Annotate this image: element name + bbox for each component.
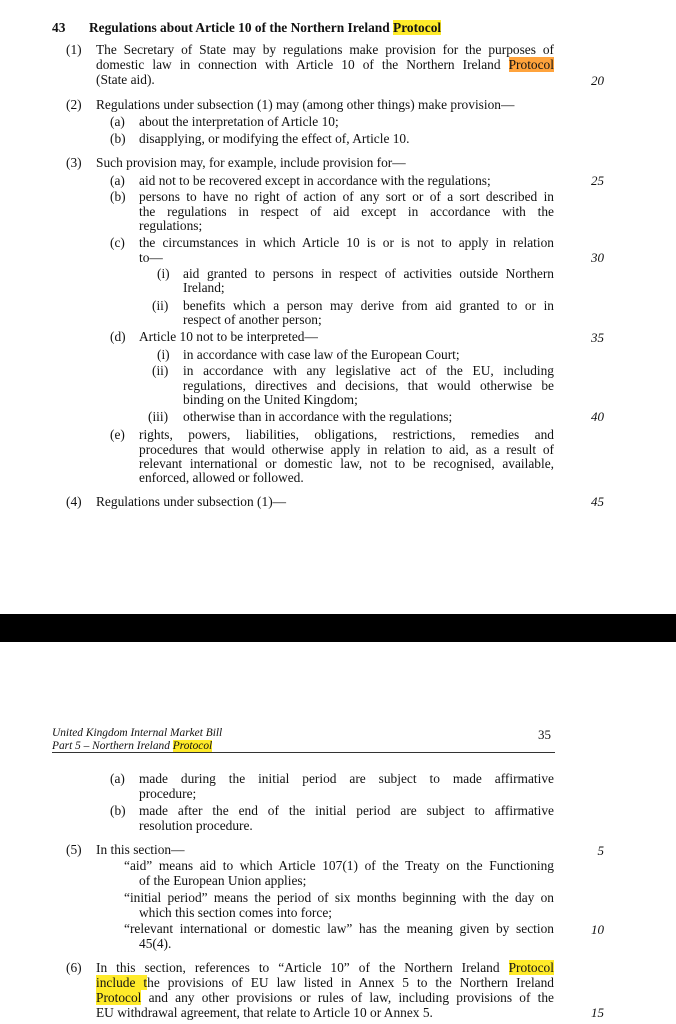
paragraph-text: made after the end of the initial period are subject to affirmative (139, 803, 554, 818)
subsection-6-text: he provisions of EU law listed in Annex 5 to the Northern Ireland (147, 975, 555, 990)
subsection-6-line (96, 990, 554, 1006)
subparagraph-text: in accordance with case law of the European Court; (183, 347, 460, 362)
subsection-6-line (96, 960, 554, 976)
page-separator-bar (0, 614, 676, 642)
subparagraph-number: (i) (157, 266, 170, 281)
paragraph-text: relevant international or domestic law, not to be recognised, available, (139, 456, 554, 471)
subsection-number: (3) (66, 155, 82, 170)
highlight-protocol: Protocol (508, 960, 554, 975)
subparagraph-text: regulations, directives and decisions, that would otherwise be (183, 378, 554, 393)
paragraph-text: the circumstances in which Article 10 is or is not to apply in relation (139, 235, 554, 250)
paragraph-text: Article 10 not to be interpreted— (139, 329, 318, 344)
subsection-number: (6) (66, 960, 82, 975)
subparagraph-number: (i) (157, 347, 170, 362)
subparagraph-number: (ii) (152, 363, 169, 378)
subsection-6-line (96, 975, 554, 991)
paragraph-text: regulations; (139, 218, 203, 233)
subparagraph-text: benefits which a person may derive from aid granted to or in (183, 298, 554, 313)
paragraph-text: resolution procedure. (139, 818, 253, 833)
subsection-1-text: domestic law in connection with Article 10 of the Northern Ireland (96, 57, 501, 72)
paragraph-text: the regulations in respect of aid except in accordance with the (139, 204, 554, 219)
paragraph-number: (a) (110, 114, 125, 129)
subsection-number: (1) (66, 42, 82, 57)
definition-text: of the European Union applies; (139, 873, 307, 888)
line-number: 5 (597, 843, 604, 858)
paragraph-text: procedure; (139, 786, 197, 801)
subparagraph-text: in accordance with any legislative act of the EU, including (183, 363, 554, 378)
running-header-bill: United Kingdom Internal Market Bill (52, 727, 223, 739)
definition-text: “aid” means aid to which Article 107(1) of the Treaty on the Functioning (124, 858, 554, 873)
line-number: 15 (591, 1005, 604, 1020)
line-number: 25 (591, 173, 604, 188)
subsection-6-text: In this section, references to “Article 10” of the Northern Ireland (96, 960, 500, 975)
definition-text: “initial period” means the period of six months beginning with the day on (124, 890, 554, 905)
line-number: 40 (591, 409, 604, 424)
running-header-part-text: Part 5 – Northern Ireland (52, 740, 173, 752)
subsection-5-text: In this section— (96, 842, 185, 857)
paragraph-text: persons to have no right of action of any sort or of a sort described in (139, 189, 554, 204)
subparagraph-text: binding on the United Kingdom; (183, 392, 358, 407)
line-number: 10 (591, 922, 604, 937)
paragraph-number: (c) (110, 235, 125, 250)
subsection-1-line: (State aid). (96, 72, 155, 87)
highlight-protocol: Protocol (172, 740, 213, 752)
definition-text: 45(4). (139, 936, 172, 951)
subsection-4-text: Regulations under subsection (1)— (96, 494, 287, 509)
subsection-1-line: The Secretary of State may by regulations make provision for the purposes of (96, 42, 554, 57)
subsection-2-text: Regulations under subsection (1) may (among other things) make provision— (96, 97, 515, 112)
paragraph-text: rights, powers, liabilities, obligations, restrictions, remedies and (139, 427, 554, 442)
page-number: 35 (538, 727, 551, 742)
subparagraph-text: otherwise than in accordance with the regulations; (183, 409, 453, 424)
subparagraph-number: (iii) (148, 409, 169, 424)
line-number: 35 (591, 330, 604, 345)
paragraph-number: (a) (110, 173, 125, 188)
paragraph-text: aid not to be recovered except in accordance with the regulations; (139, 173, 491, 188)
subsection-number: (2) (66, 97, 82, 112)
subsection-number: (5) (66, 842, 82, 857)
highlight-protocol: Protocol (508, 57, 554, 72)
paragraph-number: (e) (110, 427, 125, 442)
paragraph-number: (d) (110, 329, 126, 344)
subsection-1-line (96, 57, 554, 73)
line-number: 45 (591, 494, 604, 509)
subparagraph-number: (ii) (152, 298, 169, 313)
header-rule (52, 752, 555, 753)
subsection-6-text: and any other provisions or rules of law, including provisions of the (141, 990, 554, 1005)
subsection-3-text: Such provision may, for example, include provision for— (96, 155, 406, 170)
paragraph-number: (b) (110, 131, 126, 146)
definition-text: which this section comes into force; (139, 905, 333, 920)
section-title-text: Regulations about Article 10 of the Northern Ireland (89, 20, 394, 35)
section-number: 43 (52, 20, 66, 35)
paragraph-text: procedures that would otherwise apply in relation to aid, as a result of (139, 442, 554, 457)
line-number: 30 (591, 250, 604, 265)
paragraph-text: enforced, allowed or followed. (139, 470, 304, 485)
paragraph-text: made during the initial period are subject to made affirmative (139, 771, 554, 786)
subsection-number: (4) (66, 494, 82, 509)
paragraph-number: (a) (110, 771, 125, 786)
paragraph-number: (b) (110, 189, 126, 204)
paragraph-number: (b) (110, 803, 126, 818)
paragraph-text: to— (139, 250, 163, 265)
highlight-protocol: Protocol (393, 20, 442, 35)
subparagraph-text: Ireland; (183, 280, 225, 295)
paragraph-text: disapplying, or modifying the effect of, Article 10. (139, 131, 410, 146)
subparagraph-text: respect of another person; (183, 312, 322, 327)
highlight-include: include t (96, 975, 148, 990)
paragraph-text: about the interpretation of Article 10; (139, 114, 339, 129)
subsection-6-line: EU withdrawal agreement, that relate to Article 10 or Annex 5. (96, 1005, 433, 1020)
definition-text: “relevant international or domestic law” has the meaning given by section (124, 921, 554, 936)
highlight-protocol: Protocol (96, 990, 142, 1005)
line-number: 20 (591, 73, 604, 88)
section-title (89, 20, 441, 36)
subparagraph-text: aid granted to persons in respect of activities outside Northern (183, 266, 554, 281)
